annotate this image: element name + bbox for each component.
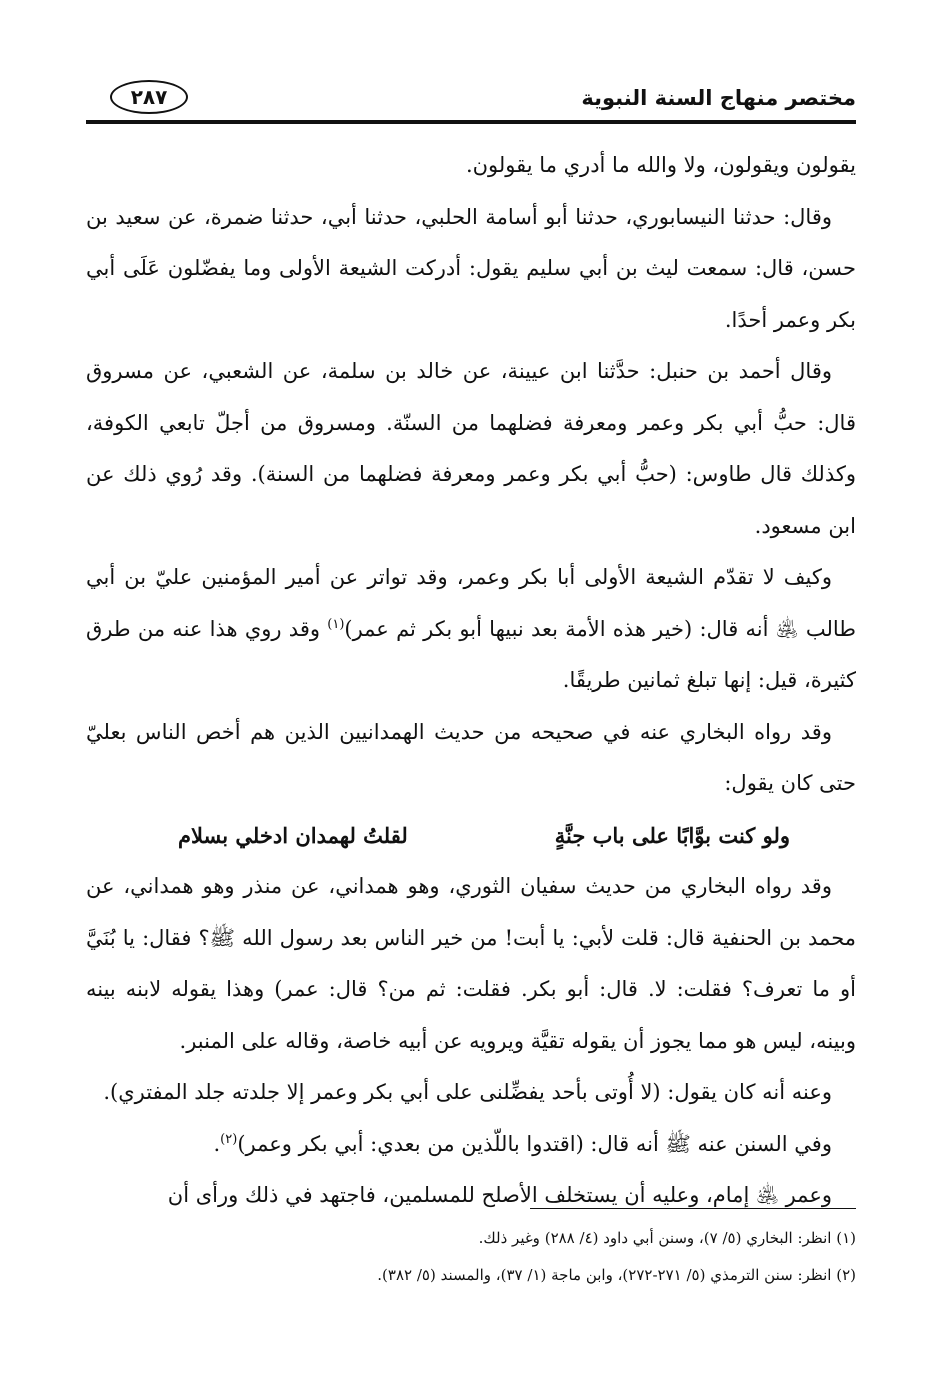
poetry-verse	[86, 810, 856, 862]
footnote-1: (١) انظر: البخاري (٥/ ٧)، وسنن أبي داود (٤/ ٢٨٨) وغير ذلك.	[478, 1229, 856, 1247]
main-text	[86, 140, 856, 1207]
paragraph-2: وقال: حدثنا النيسابوري، حدثنا أبو أسامة الحلبي، حدثنا أبي، حدثنا ضمرة، عن سعيد بن حسن، قال: سمعت ليث بن أبي سليم يقول: أدركت الشيعة الأولى وما يفضّلون عَلَى أبي بكر وعمر أحدًا.	[86, 204, 856, 332]
footnote-ref-2: (٢)	[220, 1131, 238, 1147]
footnote-2: (٢) انظر: سنن الترمذي (٥/ ٢٧١-٢٧٢)، وابن ماجة (١/ ٣٧)، والمسند (٥/ ٣٨٢).	[377, 1266, 856, 1284]
verse-first-hemistich: ولو كنت بوَّابًا على باب جنَّةٍ	[554, 822, 790, 848]
book-title: مختصر منهاج السنة النبوية	[581, 86, 856, 110]
paragraph-5: وقد رواه البخاري عنه في صحيحه من حديث الهمدانيين الذين هم أخص الناس بعليّ حتى كان يقول:	[86, 719, 856, 795]
paragraph-9: وعمر ﵁ إمام، وعليه أن يستخلف الأصلح للمسلمين، فاجتهد في ذلك ورأى أن	[167, 1183, 832, 1207]
paragraph-8-text-a: وفي السنن عنه ﷺ أنه قال: (اقتدوا باللّذين من بعدي: أبي بكر وعمر)	[237, 1131, 832, 1156]
paragraph-6: وقد رواه البخاري من حديث سفيان الثوري، وهو همداني، عن منذر وهو همداني، عن محمد بن الحنفية قال: قلت لأبي: يا أبت! من خير الناس بعد رسول الله ﷺ؟ فقال: يا بُنَيَّ أو ما تعرف؟ فقلت: لا. قال: أبو بكر. فقلت: ثم من؟ قال: عمر) وهذا يقوله لابنه بينه وبينه، ليس هو مما يجوز أن يقوله تقيَّة ويرويه عن أبيه خاصة، وقاله على المنبر.	[86, 874, 856, 1053]
footnotes	[86, 1220, 856, 1294]
page-header	[86, 78, 856, 128]
footnote-rule	[530, 1208, 856, 1209]
paragraph-1: يقولون ويقولون، ولا والله ما أدري ما يقولون.	[465, 153, 856, 177]
paragraph-7: وعنه أنه كان يقول: (لا أُوتى بأحد يفضِّلنى على أبي بكر وعمر إلا جلدته جلد المفتري).	[103, 1080, 832, 1104]
verse-second-hemistich: لقلتُ لهمدان ادخلي بسلام	[178, 822, 408, 848]
paragraph-3: وقال أحمد بن حنبل: حدَّثنا ابن عيينة، عن خالد بن سلمة، عن الشعبي، عن مسروق قال: حبُّ أبي بكر وعمر ومعرفة فضلهما من السنّة. ومسروق من أجلّ تابعي الكوفة، وكذلك قال طاوس: (حبُّ أبي بكر وعمر ومعرفة فضلهما من السنة). وقد رُوي ذلك عن ابن مسعود.	[86, 359, 856, 538]
paragraph-4-text-a: وكيف لا تقدّم الشيعة الأولى أبا بكر وعمر، وقد تواتر عن أمير المؤمنين عليّ بن أبي طالب ﵁ أنه قال: (خير هذه الأمة بعد نبيها أبو بكر ثم عمر)	[86, 565, 856, 641]
paragraph-8	[86, 1119, 856, 1171]
paragraph-4	[86, 552, 856, 707]
footnote-ref-1: (١)	[327, 616, 345, 632]
paragraph-8-text-b: .	[213, 1131, 221, 1156]
page-number: ٢٨٧	[110, 80, 188, 114]
paragraph-4-text-b: وقد روي هذا عنه من طرق كثيرة، قيل: إنها تبلغ ثمانين طريقًا.	[86, 616, 856, 692]
header-rule	[86, 120, 856, 124]
